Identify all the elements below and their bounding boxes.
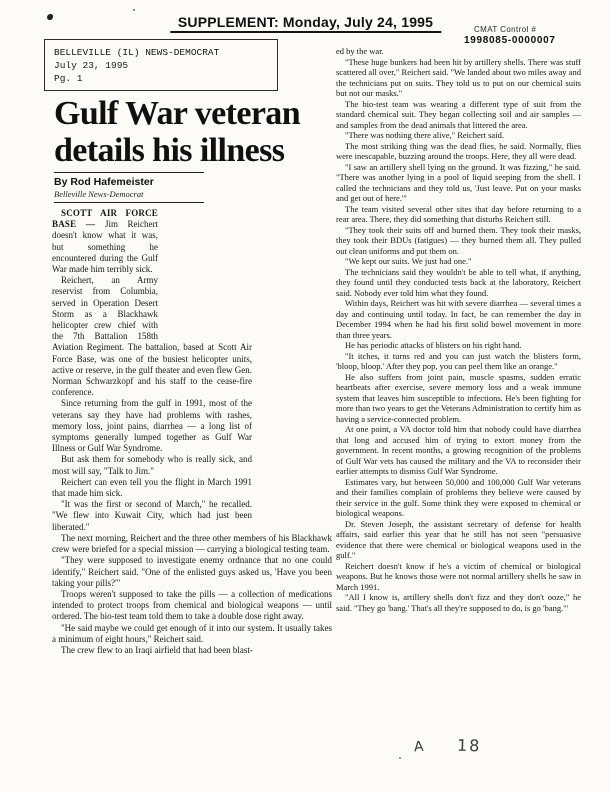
article-paragraph: The technicians said they wouldn't be able to tell what, if anything, they found until they conducted tests back at the laboratory, Reichert said. Nobody ever told him what they found.: [336, 266, 581, 298]
article-paragraph: "They were supposed to investigate enemy ordnance that no one could identify," Reichert said. "One of the enlisted guys asked us, 'Have you been taking your pills?'": [52, 555, 332, 588]
article-paragraph: "We kept our suits. We just had one.": [345, 256, 472, 266]
article-paragraph: The next morning, Reichert and the three other members of his Blackhawk crew were briefed for a special mission — carrying a biological testing team.: [52, 532, 332, 555]
headline: [54, 95, 346, 169]
article-paragraph: "They took their suits off and burned them. They took their masks, they took their BDUs (fatigues) — they burned them all. They pulled out clean uniforms and put them on.: [336, 224, 581, 256]
article-paragraph: "These huge bunkers had been hit by artillery shells. There was stuff scattered all over," Reichert said. "We landed about two miles away and the technicians put on suits. They told us to put on our chemical suits but not our masks.": [336, 56, 581, 98]
article-paragraph: "It itches, it turns red and you can just watch the blisters form, 'bloop, bloop.' After they pop, you can peel them like an orange.": [336, 350, 581, 371]
dateline: SCOTT AIR FORCE BASE —: [52, 208, 158, 230]
article-paragraph: Reichert doesn't know if he's a victim of chemical or biological weapons. But he knows those were not normal artillery shells he saw in March 1991.: [336, 560, 581, 592]
source-date: July 23, 1995: [54, 60, 129, 71]
article-paragraph: Since returning from the gulf in 1991, most of the veterans say they have had problems with rashes, memory loss, joint pains, diarrhea — a long list of symptoms generally lumped together as Gulf War Illness or Gulf War Syndrome.: [52, 398, 252, 454]
article-paragraph: Estimates vary, but between 50,000 and 100,000 Gulf War veterans and their families complain of problems they believe were caused by their service in the gulf. Some think they were exposed to chemical or biological weapons.: [336, 476, 581, 518]
scan-ink-mark: [47, 14, 53, 20]
byline: [54, 172, 204, 203]
scan-speck: [133, 9, 135, 11]
cmat-control-label: CMAT Control #: [474, 25, 537, 34]
article-paragraph: Reichert, an Army reservist from Columbia, served in Operation Desert Storm as a Blackhawk helicopter crew chief with the 7th Battalion 158th Aviation Regiment. The battalion, based at Scott Air Force Base, was one of the busiest helicopter units, active or reserve, in the gulf theater and even flew Gen. Norman Schwarzkopf and his staff to the cease-fire conference.: [52, 275, 252, 398]
page-mark-letter: A: [413, 738, 425, 756]
article-paragraph: Troops weren't supposed to take the pills — a collection of medications intended to protect troops from chemical and biological weapons — until ordered. The bio-test team told them to take a double dose right away.: [52, 588, 332, 622]
paste-up-cutout: [158, 208, 332, 340]
article-paragraph: But ask them for somebody who is really sick, and most will say, "Talk to Jim.": [52, 454, 252, 476]
headline-line-2: details his illness: [54, 132, 285, 169]
article-paragraph: He also suffers from joint pain, muscle spasms, sudden erratic heartbeats after exercise, severe memory loss and a weak immune system that leaves him susceptible to infections. He's been fighting for more than two years to get the Veterans Administration to certify him as having a service-connected problem.: [336, 371, 581, 424]
source-page: Pg. 1: [54, 73, 83, 84]
article-paragraph: Within days, Reichert was hit with severe diarrhea — several times a day and continuing until today. In fact, he can remember the day in December 1994 when he had his first solid bowel movement in more than three years.: [336, 298, 581, 340]
cmat-control-block: [464, 25, 556, 46]
article-paragraph: At one point, a VA doctor told him that nobody could have diarrhea that long and accused him of trying to extort money from the government. In recent months, a growing recognition of the problems of Gulf War vets has caused the military and the VA to reconsider their earlier attempts to dismiss Gulf War Syndrome.: [336, 424, 581, 476]
cmat-control-number: 1998085-0000007: [464, 35, 556, 46]
headline-line-1: Gulf War veteran: [54, 95, 301, 132]
article-paragraph: Dr. Steven Joseph, the assistant secretary of defense for health affairs, said earlier this year that he still has not seen "persuasive evidence that there were chemical or biological weapons used in the gulf.": [336, 518, 581, 560]
source-box: [44, 39, 278, 91]
article-paragraph: The most striking thing was the dead flies, he said. Normally, flies were inescapable, buzzing around the troops. Here, they all were dead.: [336, 140, 581, 161]
article-paragraph: "It was the first or second of March," he recalled. "We flew into Kuwait City, which had just been liberated.": [52, 499, 252, 532]
byline-author: By Rod Hafemeister: [54, 172, 204, 188]
article-paragraph: Reichert can even tell you the flight in March 1991 that made him sick.: [52, 476, 252, 499]
article-paragraph: The crew flew to an Iraqi airfield that had been blast-: [61, 644, 253, 655]
article-paragraph: "All I know is, artillery shells don't fizz and they don't ooze," he said. "They go 'bang.' That's all they're supposed to do, is go 'bang.'": [336, 592, 581, 613]
article-right-column: [336, 46, 581, 724]
page-mark-number: 18: [456, 735, 482, 756]
page-marks: [414, 736, 481, 755]
article-paragraph: The bio-test team was wearing a different type of suit from the standard chemical suit. They began collecting soil and air samples — and samples from the dead animals that littered the area.: [336, 98, 581, 130]
article-paragraph: "There was nothing there alive," Reichert said.: [345, 130, 504, 140]
source-publication: BELLEVILLE (IL) NEWS-DEMOCRAT: [54, 47, 220, 58]
article-paragraph: "I saw an artillery shell lying on the ground. It was fizzing," he said. "There was another lying in a pool of liquid seeping from the shell. I called the technicians and they told us, 'Just leave. Put on your masks and get out of here.'": [336, 161, 581, 203]
supplement-banner: SUPPLEMENT: Monday, July 24, 1995: [170, 14, 441, 33]
paste-up-cutout: [252, 340, 332, 528]
article-paragraph: SCOTT AIR FORCE BASE — Jim Reichert doesn't know what it was, but something he encountered during the Gulf War made him terribly sick.: [52, 208, 158, 275]
article-left-column: [52, 208, 332, 742]
article-paragraph: The team visited several other sites that day before returning to a rear area. There, they did something that disturbs Reichert still.: [336, 203, 581, 224]
article-paragraph: "He said maybe we could get enough of it into our system. It usually takes a minimum of eight hours," Reichert said.: [52, 622, 332, 644]
scan-speck: [399, 757, 401, 759]
article-paragraph: ed by the war.: [336, 46, 384, 56]
byline-credit: Belleville News-Democrat: [54, 189, 204, 203]
article-paragraph: He has periodic attacks of blisters on his right hand.: [345, 340, 522, 350]
